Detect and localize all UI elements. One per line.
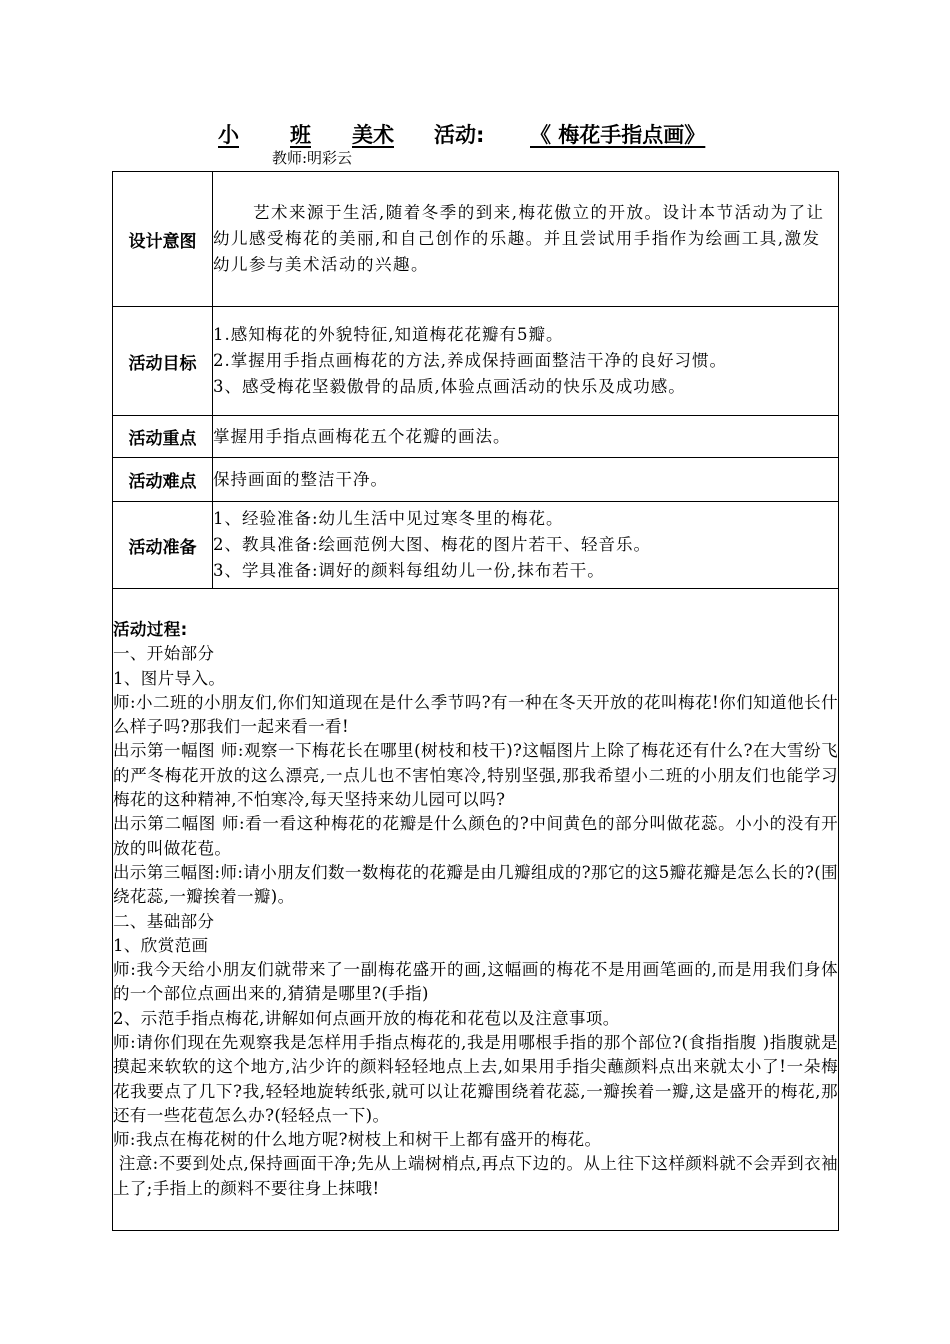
process-paragraph: 注意:不要到处点,保持画面干净;先从上端树梢点,再点下边的。从上往下这样颜料就不会弄到衣袖上了;手指上的颜料不要往身上抹哦! bbox=[113, 1154, 838, 1198]
label-design-intent: 设计意图 bbox=[113, 172, 213, 307]
label-key-point: 活动重点 bbox=[113, 416, 213, 458]
process-paragraph: 二、基础部分 bbox=[113, 911, 215, 931]
lesson-plan-table bbox=[112, 171, 839, 1231]
goal-item: 2.掌握用手指点画梅花的方法,养成保持画面整洁干净的良好习惯。 bbox=[213, 351, 727, 370]
content-design-intent bbox=[213, 172, 839, 307]
teacher-name: 教师:明彩云 bbox=[272, 149, 353, 167]
title-grade: 小 bbox=[218, 123, 239, 147]
process-paragraph: 出示第二幅图 师:看一看这种梅花的花瓣是什么颜色的?中间黄色的部分叫做花蕊。小小的没有开放的叫做花苞。 bbox=[113, 814, 838, 858]
row-difficulty bbox=[113, 458, 839, 502]
row-key-point bbox=[113, 416, 839, 458]
process-paragraph: 一、开始部分 bbox=[113, 644, 215, 664]
preparation-item: 3、学具准备:调好的颜料每组幼儿一份,抹布若干。 bbox=[213, 561, 605, 580]
key-point-text: 掌握用手指点画梅花五个花瓣的画法。 bbox=[213, 426, 511, 446]
process-paragraph: 师:小二班的小朋友们,你们知道现在是什么季节吗?有一种在冬天开放的花叫梅花!你们知道他长什么样子吗?那我们一起来看一看! bbox=[113, 692, 838, 737]
difficulty-text: 保持画面的整洁干净。 bbox=[213, 469, 388, 489]
process-paragraph: 出示第一幅图 师:观察一下梅花长在哪里(树枝和枝干)?这幅图片上除了梅花还有什么?在大雪纷飞的严冬梅花开放的这么漂亮,一点儿也不害怕寒冷,特别坚强,那我希望小二班的小朋友们也能学习梅花的这种精神,不怕寒冷,每天坚持来幼儿园可以吗? bbox=[113, 741, 838, 810]
process-paragraph: 1、欣赏范画 bbox=[113, 935, 209, 955]
title-subject: 美术 bbox=[352, 123, 394, 147]
content-difficulty bbox=[213, 458, 839, 502]
content-goals bbox=[213, 307, 839, 416]
process-paragraph: 师:我点在梅花树的什么地方呢?树枝上和树干上都有盛开的梅花。 bbox=[113, 1130, 602, 1150]
content-process bbox=[113, 589, 839, 1231]
process-paragraph: 1、图片导入。 bbox=[113, 668, 226, 688]
row-goals bbox=[113, 307, 839, 416]
document-title bbox=[0, 120, 950, 152]
preparation-item: 1、经验准备:幼儿生活中见过寒冬里的梅花。 bbox=[213, 509, 564, 528]
label-preparation: 活动准备 bbox=[113, 502, 213, 589]
design-intent-text: 艺术来源于生活,随着冬季的到来,梅花傲立的开放。设计本节活动为了让幼儿感受梅花的美丽,和自己创作的乐趣。并且尝试用手指作为绘画工具,激发幼儿参与美术活动的兴趣。 bbox=[213, 203, 825, 274]
row-design-intent bbox=[113, 172, 839, 307]
label-goals: 活动目标 bbox=[113, 307, 213, 416]
process-paragraph: 出示第三幅图:师:请小朋友们数一数梅花的花瓣是由几瓣组成的?那它的这5瓣花瓣是怎么长的?(围绕花蕊,一瓣挨着一瓣)。 bbox=[113, 862, 838, 907]
process-paragraph: 师:我今天给小朋友们就带来了一副梅花盛开的画,这幅画的梅花不是用画笔画的,而是用我们身体的一个部位点画出来的,猜猜是哪里?(手指) bbox=[113, 960, 838, 1004]
row-process bbox=[113, 589, 839, 1231]
goal-item: 1.感知梅花的外貌特征,知道梅花花瓣有5瓣。 bbox=[213, 325, 564, 344]
label-difficulty: 活动难点 bbox=[113, 458, 213, 502]
process-paragraph: 师:请你们现在先观察我是怎样用手指点梅花的,我是用哪根手指的那个部位?(食指指腹 )指腹就是摸起来软软的这个地方,沾少许的颜料轻轻地点上去,如果用手指尖蘸颜料点出来就太小了!一朵梅花我要点了几下?我,轻轻地旋转纸张,就可以让花瓣围绕着花蕊,一瓣挨着一瓣,这是盛开的梅花,那还有一些花苞怎么办?(轻轻点一下)。 bbox=[113, 1032, 838, 1125]
goal-item: 3、感受梅花坚毅傲骨的品质,体验点画活动的快乐及成功感。 bbox=[213, 377, 686, 396]
title-class: 班 bbox=[290, 123, 311, 147]
content-key-point bbox=[213, 416, 839, 458]
process-paragraph: 2、示范手指点梅花,讲解如何点画开放的梅花和花苞以及注意事项。 bbox=[113, 1008, 620, 1028]
title-activity-label: 活动: bbox=[434, 123, 485, 147]
row-preparation bbox=[113, 502, 839, 589]
content-preparation bbox=[213, 502, 839, 589]
process-title: 活动过程: bbox=[113, 619, 188, 639]
preparation-item: 2、教具准备:绘画范例大图、梅花的图片若干、轻音乐。 bbox=[213, 535, 652, 554]
title-activity-name: 《 梅花手指点画》 bbox=[530, 123, 706, 147]
